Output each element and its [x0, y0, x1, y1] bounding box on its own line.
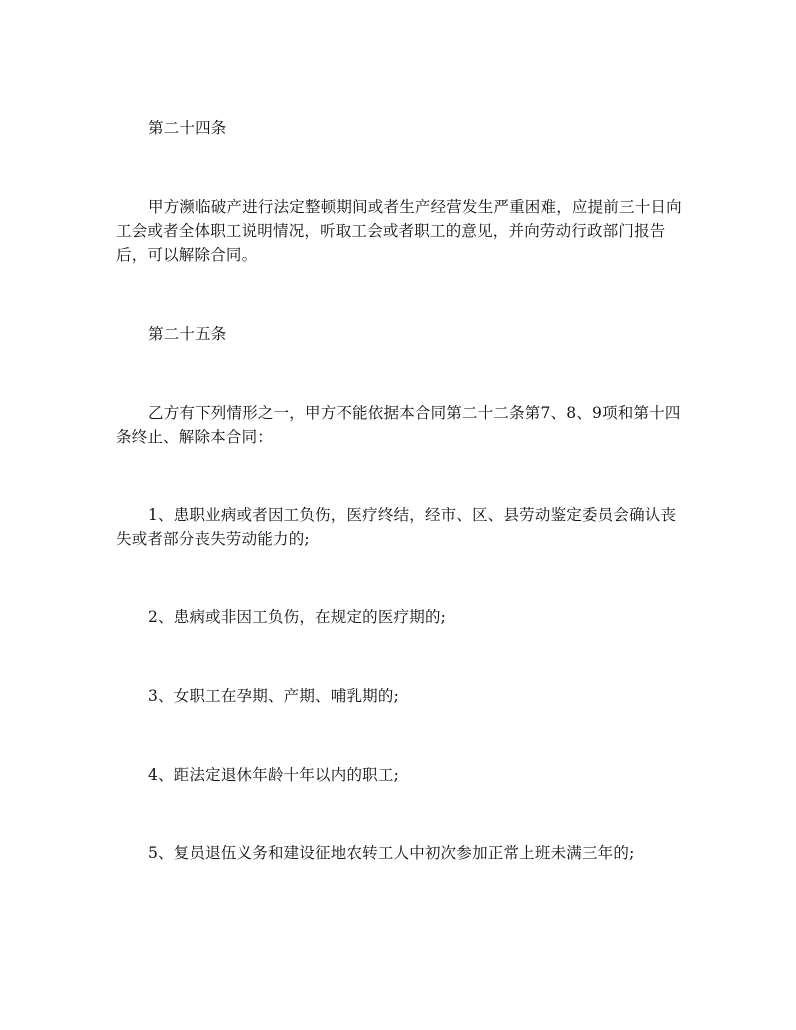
article-24-body-line-3: 后，可以解除合同。: [116, 246, 258, 264]
list-item-5: 5、复员退伍义务和建设征地农转工人中初次参加正常上班未满三年的;: [148, 844, 635, 862]
list-item-1-line-2: 失或者部分丧失劳动能力的;: [116, 530, 310, 548]
article-25-intro-line-2: 条终止、解除本合同：: [116, 428, 274, 446]
list-item-3: 3、女职工在孕期、产期、哺乳期的;: [148, 687, 399, 705]
article-24-body-line-2: 工会或者全体职工说明情况，听取工会或者职工的意见，并向劳动行政部门报告: [116, 222, 666, 240]
list-item-2: 2、患病或非因工负伤，在规定的医疗期的;: [148, 608, 447, 626]
article-25-intro-line-1: 乙方有下列情形之一，甲方不能依据本合同第二十二条第7、8、9项和第十四: [148, 404, 681, 422]
article-24-body-line-1: 甲方濒临破产进行法定整顿期间或者生产经营发生严重困难，应提前三十日向: [148, 198, 682, 216]
list-item-1-line-1: 1、患职业病或者因工负伤，医疗终结，经市、区、县劳动鉴定委员会确认丧: [148, 506, 677, 524]
list-item-4: 4、距法定退休年龄十年以内的职工;: [148, 766, 399, 784]
article-25-heading: 第二十五条: [148, 325, 227, 343]
article-24-heading: 第二十四条: [148, 119, 227, 137]
